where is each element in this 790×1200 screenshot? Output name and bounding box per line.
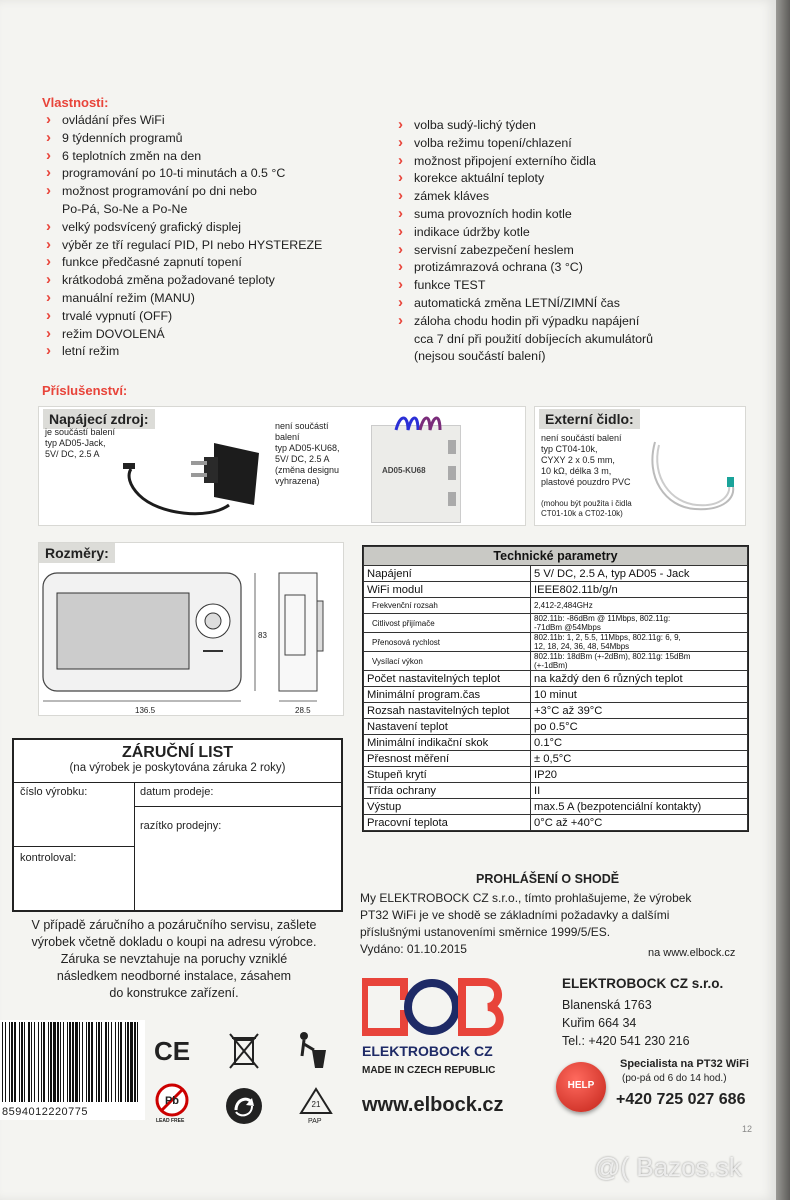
module-line: 5V/ DC, 2.5 A [275, 454, 330, 464]
module-text [275, 421, 340, 487]
tech-key: Třída ochrany [364, 783, 531, 799]
tech-key: Citlivost přijímače [364, 614, 531, 633]
declaration-line: PT32 WiFi je ve shodě se základními požadavky a dalšími [360, 908, 670, 922]
barcode-bar [48, 1022, 49, 1102]
barcode-bar [57, 1022, 59, 1102]
tech-value [531, 671, 748, 687]
barcode-bars [0, 1020, 145, 1104]
sensor-line: CYXY 2 x 0.5 mm, [541, 455, 615, 465]
tech-value [531, 598, 748, 614]
feature-item: › letní režim [44, 343, 322, 361]
power-line: typ AD05-Jack, [45, 438, 106, 448]
feature-item: › možnost připojení externího čidla [396, 153, 653, 171]
lead-free-label: LEAD FREE [156, 1118, 185, 1124]
watermark: @( Bazos.sk [594, 1152, 742, 1182]
tech-value-line: 12, 18, 24, 36, 48, 54Mbps [534, 642, 630, 651]
elektrobock-logo [362, 978, 512, 1040]
tech-value [531, 815, 748, 831]
features-title: Vlastnosti: [42, 95, 109, 110]
barcode-bar [41, 1022, 42, 1102]
barcode-bar [28, 1022, 30, 1102]
barcode-bar [9, 1022, 10, 1102]
barcode-bar [63, 1022, 64, 1102]
tech-row [364, 703, 748, 719]
warranty-divider [134, 782, 342, 910]
tech-row [364, 751, 748, 767]
module-device-label: AD05-KU68 [382, 466, 426, 475]
company-city: Kuřim 664 34 [562, 1016, 637, 1030]
tech-key: Vysílací výkon [364, 652, 531, 671]
barcode-bar [120, 1022, 122, 1102]
barcode-bar [79, 1022, 80, 1102]
tech-row [364, 687, 748, 703]
tech-key: Minimální program.čas [364, 687, 531, 703]
tech-key: Počet nastavitelných teplot [364, 671, 531, 687]
declaration-web: na www.elbock.cz [648, 947, 736, 959]
warranty-divider [134, 806, 341, 807]
feature-item: › záloha chodu hodin při výpadku napájení [396, 313, 653, 331]
svg-text:Pb: Pb [164, 1095, 180, 1107]
specialist-label: Specialista na PT32 WiFi [620, 1058, 749, 1070]
service-line: do konstrukce zařízení. [109, 986, 239, 1000]
tech-key: Rozsah nastavitelných teplot [364, 703, 531, 719]
tech-value-line: -71dBm @54Mbps [534, 623, 601, 632]
feature-item: › indikace údržby kotle [396, 224, 653, 242]
declaration-issued: Vydáno: 01.10.2015 [360, 942, 467, 956]
tech-value-line: max.5 A (bezpotenciální kontakty) [534, 800, 702, 813]
product-number-label: číslo výrobku: [20, 786, 88, 798]
tech-value [531, 582, 748, 598]
module-terminal [448, 492, 456, 506]
tech-row [364, 598, 748, 614]
barcode-bar [53, 1022, 56, 1102]
barcode-number: 8594012220775 [2, 1106, 89, 1118]
stamp-label: razítko prodejny: [140, 820, 222, 832]
power-line: je součástí balení [45, 427, 116, 437]
barcode-bar [98, 1022, 100, 1102]
company-street: Blanenská 1763 [562, 998, 652, 1012]
barcode-bar [127, 1022, 129, 1102]
tech-value-line: 802.11b: 18dBm (+-2dBm), 802.11g: 15dBm [534, 652, 691, 661]
tech-value-line: po 0.5°C [534, 720, 578, 733]
page-number: 12 [742, 1124, 753, 1134]
recycle-icon [224, 1086, 264, 1126]
tech-row [364, 566, 748, 582]
sale-date-label: datum prodeje: [140, 786, 214, 798]
barcode-bar [50, 1022, 52, 1102]
barcode-bar [118, 1022, 119, 1102]
accessories-title: Příslušenství: [42, 383, 128, 398]
feature-item: › trvalé vypnutí (OFF) [44, 308, 322, 326]
barcode-bar [86, 1022, 87, 1102]
tech-key: Frekvenční rozsah [364, 598, 531, 614]
help-phone: +420 725 027 686 [616, 1091, 746, 1108]
pap-number: 21 [311, 1100, 321, 1109]
tech-value-line: 5 V/ DC, 2.5 A, typ AD05 - Jack [534, 567, 690, 580]
barcode-bar [38, 1022, 39, 1102]
tech-key: WiFi modul [364, 582, 531, 598]
barcode-bar [60, 1022, 61, 1102]
weee-icon [228, 1030, 260, 1070]
tech-value-line: 10 minut [534, 688, 577, 701]
tech-row [364, 652, 748, 671]
tech-key: Pracovní teplota [364, 815, 531, 831]
barcode-bar [75, 1022, 78, 1102]
tech-value [531, 652, 748, 671]
module-wires [394, 412, 444, 432]
company-website: www.elbock.cz [362, 1094, 504, 1116]
tech-value [531, 703, 748, 719]
sensor-note-line: (mohou být použita i čidla [541, 499, 632, 508]
sensor-note-line: CT01-10k a CT02-10k) [541, 509, 623, 518]
company-address [562, 996, 690, 1050]
service-line: výrobek včetně dokladu o koupi na adresu výrobce. [31, 935, 317, 949]
tech-value [531, 614, 748, 633]
tech-value [531, 767, 748, 783]
warranty-card [12, 738, 343, 912]
service-line: Záruka se nevztahuje na poruchy vzniklé [60, 952, 288, 966]
tech-value-line: (+-1dBm) [534, 661, 568, 670]
tech-value-line: II [534, 784, 541, 797]
tech-value [531, 735, 748, 751]
external-sensor-note [541, 499, 632, 519]
sensor-cable-image [645, 437, 741, 517]
barcode-bar [72, 1022, 74, 1102]
sensor-line: není součástí balení [541, 433, 622, 443]
tech-key: Stupeň krytí [364, 767, 531, 783]
declaration-line: My ELEKTROBOCK CZ s.r.o., tímto prohlašujeme, že výrobek [360, 891, 692, 905]
power-supply-text [45, 427, 115, 460]
sensor-line: plastové pouzdro PVC [541, 477, 631, 487]
barcode-bar [82, 1022, 83, 1102]
barcode-bar [101, 1022, 102, 1102]
pap-label: PAP [308, 1118, 322, 1125]
dimensions-drawing [39, 565, 341, 715]
tech-row [364, 582, 748, 598]
module-terminal [448, 466, 456, 480]
warranty-divider [14, 846, 134, 847]
module-line: (změna designu [275, 465, 340, 475]
service-line: následkem neodborné instalace, zásahem [56, 969, 292, 983]
barcode-bar [19, 1022, 20, 1102]
tech-value [531, 719, 748, 735]
declaration-line: příslušnými ustanoveními směrnice 1999/5/ES. [360, 925, 611, 939]
tech-value-line: IP20 [534, 768, 558, 781]
company-phone: Tel.: +420 541 230 216 [562, 1034, 690, 1048]
feature-item: › manuální režim (MANU) [44, 290, 322, 308]
logo-caption: ELEKTROBOCK CZ [362, 1043, 493, 1059]
made-in: MADE IN CZECH REPUBLIC [362, 1065, 496, 1076]
sensor-line: 10 kΩ, délka 3 m, [541, 466, 612, 476]
help-label: HELP [567, 1080, 595, 1091]
tech-value-line: 0°C až +40°C [534, 816, 603, 829]
feature-item: › možnost programování po dni nebo [44, 183, 322, 201]
tech-key: Přesnost měření [364, 751, 531, 767]
tech-row [364, 767, 748, 783]
external-sensor-title: Externí čidlo: [539, 409, 640, 429]
tech-value [531, 783, 748, 799]
warranty-title: ZÁRUČNÍ LIST [121, 744, 234, 761]
tech-value-line: 802.11b: -86dBm @ 11Mbps, 802.11g: [534, 614, 671, 623]
feature-item: › funkce TEST [396, 277, 653, 295]
tech-value-line: na každý den 6 různých teplot [534, 672, 683, 685]
feature-item: › 6 teplotních změn na den [44, 148, 322, 166]
barcode-bar [105, 1022, 107, 1102]
tech-value [531, 566, 748, 582]
features-left-list [44, 112, 322, 361]
barcode-bar [5, 1022, 6, 1102]
external-sensor-box [534, 406, 746, 526]
page-edge [776, 0, 790, 1200]
barcode-bar [88, 1022, 90, 1102]
tech-row [364, 614, 748, 633]
company-name: ELEKTROBOCK CZ s.r.o. [562, 976, 724, 991]
tech-title: Technické parametry [364, 547, 748, 566]
barcode-bar [115, 1022, 116, 1102]
tech-rows [364, 566, 748, 831]
barcode-bar [134, 1022, 136, 1102]
barcode-bar [69, 1022, 71, 1102]
feature-item: › suma provozních hodin kotle [396, 206, 653, 224]
specialist-hours: (po-pá od 6 do 14 hod.) [622, 1073, 727, 1084]
module-line: balení [275, 432, 300, 442]
feature-item: › volba sudý-lichý týden [396, 117, 653, 135]
barcode-bar [21, 1022, 23, 1102]
barcode-bar [96, 1022, 97, 1102]
dimension-depth: 28.5 [295, 706, 311, 715]
barcode-bar [14, 1022, 16, 1102]
tech-key: Přenosová rychlost [364, 633, 531, 652]
tech-value [531, 687, 748, 703]
tech-row [364, 783, 748, 799]
barcode-bar [108, 1022, 109, 1102]
ce-mark: CE [154, 1036, 191, 1066]
feature-item: › funkce předčasné zapnutí topení [44, 254, 322, 272]
feature-item: › protizámrazová ochrana (3 °C) [396, 259, 653, 277]
declaration-text [360, 890, 691, 958]
service-line: V případě záručního a pozáručního servisu, zašlete [31, 918, 317, 932]
tech-key: Minimální indikační skok [364, 735, 531, 751]
tech-value [531, 751, 748, 767]
tech-row [364, 735, 748, 751]
warranty-subtitle: (na výrobek je poskytována záruka 2 roky) [69, 762, 286, 774]
feature-item: › režim DOVOLENÁ [44, 326, 322, 344]
power-supply-box [38, 406, 526, 526]
tidyman-icon [296, 1030, 330, 1070]
barcode-bar [91, 1022, 93, 1102]
feature-item: › krátkodobá změna požadované teploty [44, 272, 322, 290]
barcode-bar [111, 1022, 112, 1102]
warranty-divider [14, 782, 341, 783]
tech-key: Výstup [364, 799, 531, 815]
feature-item: › servisní zabezpečení heslem [396, 242, 653, 260]
features-right-list [396, 117, 653, 366]
feature-item: › zámek kláves [396, 188, 653, 206]
barcode-bar [31, 1022, 32, 1102]
feature-item: › 9 týdenních programů [44, 130, 322, 148]
feature-item: › automatická změna LETNÍ/ZIMNÍ čas [396, 295, 653, 313]
feature-item: Po-Pá, So-Ne a Po-Ne [62, 201, 188, 216]
tech-row [364, 633, 748, 652]
module-line: není součástí [275, 421, 329, 431]
pap-recycle-icon [298, 1086, 334, 1116]
tech-key: Nastavení teplot [364, 719, 531, 735]
feature-item: › volba režimu topení/chlazení [396, 135, 653, 153]
tech-value [531, 799, 748, 815]
checked-label: kontroloval: [20, 852, 77, 864]
feature-item: cca 7 dní při použití dobíjecích akumulátorů [414, 331, 653, 346]
warranty-service-text [4, 917, 344, 1002]
module-terminal [448, 440, 456, 454]
dimensions-box [38, 542, 344, 716]
tech-value-line: 0.1°C [534, 736, 563, 749]
dimension-width: 136.5 [135, 706, 156, 715]
barcode-bar [137, 1022, 138, 1102]
tech-value-line: ± 0,5°C [534, 752, 572, 765]
feature-item: › výběr ze tří regulací PID, PI nebo HYSTEREZE [44, 237, 322, 255]
tech-key: Napájení [364, 566, 531, 582]
declaration-title: PROHLÁŠENÍ O SHODĚ [476, 872, 620, 886]
barcode-bar [43, 1022, 45, 1102]
barcode-bar [2, 1022, 3, 1102]
module-device-image [371, 425, 461, 523]
barcode-bar [24, 1022, 25, 1102]
tech-value-line: +3°C až 39°C [534, 704, 603, 717]
sensor-line: typ CT04-10k, [541, 444, 598, 454]
tech-row [364, 671, 748, 687]
help-badge [556, 1062, 606, 1112]
feature-item: › programování po 10-ti minutách a 0.5 °C [44, 165, 322, 183]
feature-item: (nejsou součástí balení) [414, 349, 546, 364]
feature-item: › ovládání přes WiFi [44, 112, 322, 130]
dimensions-title: Rozměry: [39, 543, 115, 563]
tech-params-table [362, 545, 749, 832]
power-line: 5V/ DC, 2.5 A [45, 449, 100, 459]
lead-free-icon [154, 1082, 194, 1122]
power-adapter-image [119, 435, 269, 523]
tech-value-line: 2,412-2,484GHz [534, 601, 593, 610]
barcode [0, 1020, 145, 1120]
tech-value-line: IEEE802.11b/g/n [534, 583, 618, 596]
barcode-bar [125, 1022, 126, 1102]
barcode-bar [34, 1022, 35, 1102]
tech-row [364, 815, 748, 831]
external-sensor-text [541, 433, 631, 488]
module-line: typ AD05-KU68, [275, 443, 340, 453]
tech-row [364, 799, 748, 815]
feature-item: › velký podsvícený grafický displej [44, 219, 322, 237]
module-line: vyhrazena) [275, 476, 320, 486]
barcode-bar [130, 1022, 133, 1102]
tech-row [364, 719, 748, 735]
barcode-bar [67, 1022, 68, 1102]
power-supply-title: Napájecí zdroj: [43, 409, 155, 429]
tech-value [531, 633, 748, 652]
barcode-bar [11, 1022, 13, 1102]
feature-item: › korekce aktuální teploty [396, 170, 653, 188]
dimension-height: 83 [258, 631, 267, 640]
tech-value-line: 802.11b: 1, 2, 5.5, 11Mbps, 802.11g: 6, 9, [534, 633, 681, 642]
